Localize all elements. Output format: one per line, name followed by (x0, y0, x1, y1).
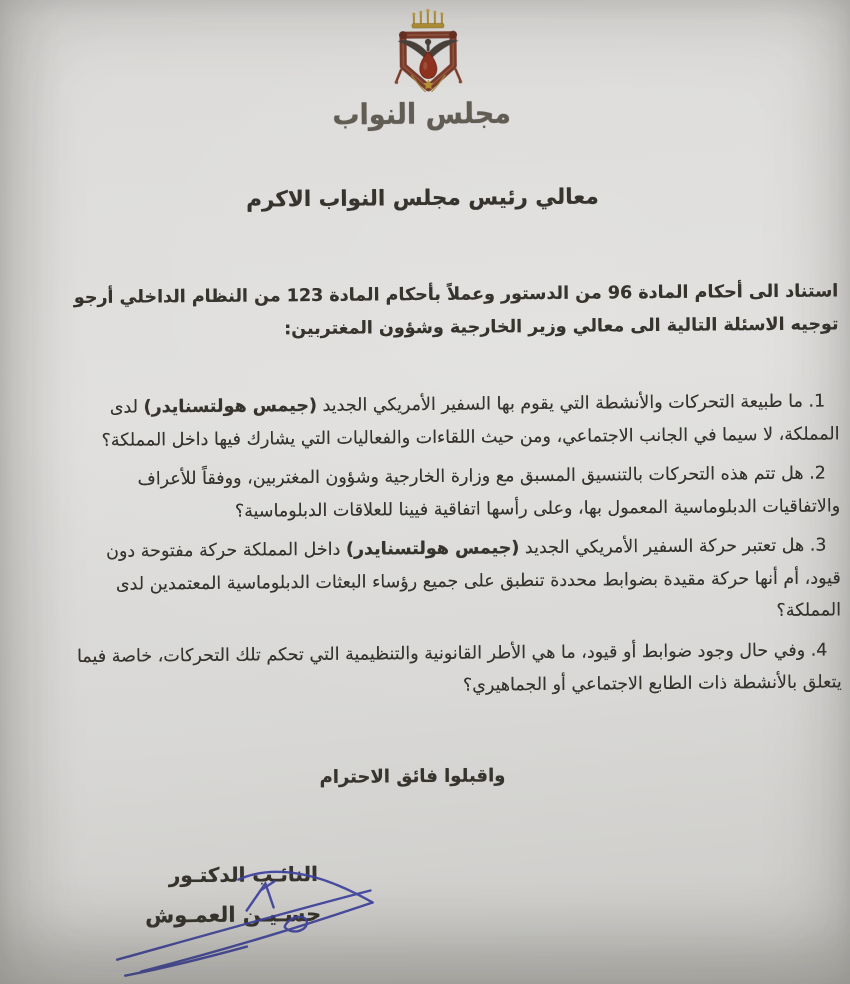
question-2 (68, 457, 841, 529)
crown-icon (412, 9, 444, 28)
intro-paragraph: استناد الى أحكام المادة 96 من الدستور وعملاً بأحكام المادة 123 من النظام الداخلي أرجو توجيه الاسئلة التالية الى معالي وزير الخارجية وشؤون المغتربين: (73, 281, 839, 339)
letter-body (66, 275, 842, 712)
question-1-text: 1. ما طبيعة التحركات والأنشطة التي يقوم بها السفير الأمريكي الجديد (316, 391, 826, 416)
question-3 (68, 529, 841, 633)
ambassador-name-bold: (جيمس هولتسنايدر) (143, 395, 318, 418)
handwritten-signature (88, 845, 389, 983)
chamber-calligraphy: مجلس النواب (332, 97, 512, 132)
question-2-text: 2. هل تتم هذه التحركات بالتنسيق المسبق مع وزارة الخارجية وشؤون المغتربين، ووفقاً للأعراف والاتفاقيات الدبلوماسية المعمول بها، وعلى رأسها اتفاقية فيينا للعلاقات الدبلوماسية؟ (137, 463, 841, 522)
question-4 (69, 634, 842, 706)
question-1 (67, 385, 840, 457)
question-3-text-cont: داخل المملكة حركة مفتوحة دون قيود، أم أنها حركة مقيدة بضوابط محددة تنطبق على جميع رؤساء البعثات الدبلوماسية المعتمدين لدى المملكة؟ (105, 539, 842, 621)
letter-title: معالي رئيس مجلس النواب الاكرم (246, 184, 599, 213)
question-4-text: 4. وفي حال وجود ضوابط أو قيود، ما هي الأطر القانونية والتنظيمية التي تحكم تلك التحركات، خاصة فيما يتعلق بالأنشطة ذات الطابع الاجتماعي أو الجماهيري؟ (76, 639, 842, 696)
ambassador-name-bold-2: (جيمس هولتسنايدر) (345, 538, 520, 560)
question-3-text: 3. هل تعتبر حركة السفير الأمريكي الجديد (519, 535, 827, 559)
closing-salutation: واقبلوا فائق الاحترام (319, 765, 506, 788)
signer-name: حسـيـن العمـوش (145, 901, 322, 928)
signer-title: النائـب الدكتـور (168, 861, 318, 888)
question-1-text-cont: لدى المملكة، لا سيما في الجانب الاجتماعي، ومن حيث اللقاءات والفعاليات التي يشارك فيها داخل المملكة؟ (101, 397, 840, 451)
jordan-coat-of-arms-icon (363, 5, 494, 106)
